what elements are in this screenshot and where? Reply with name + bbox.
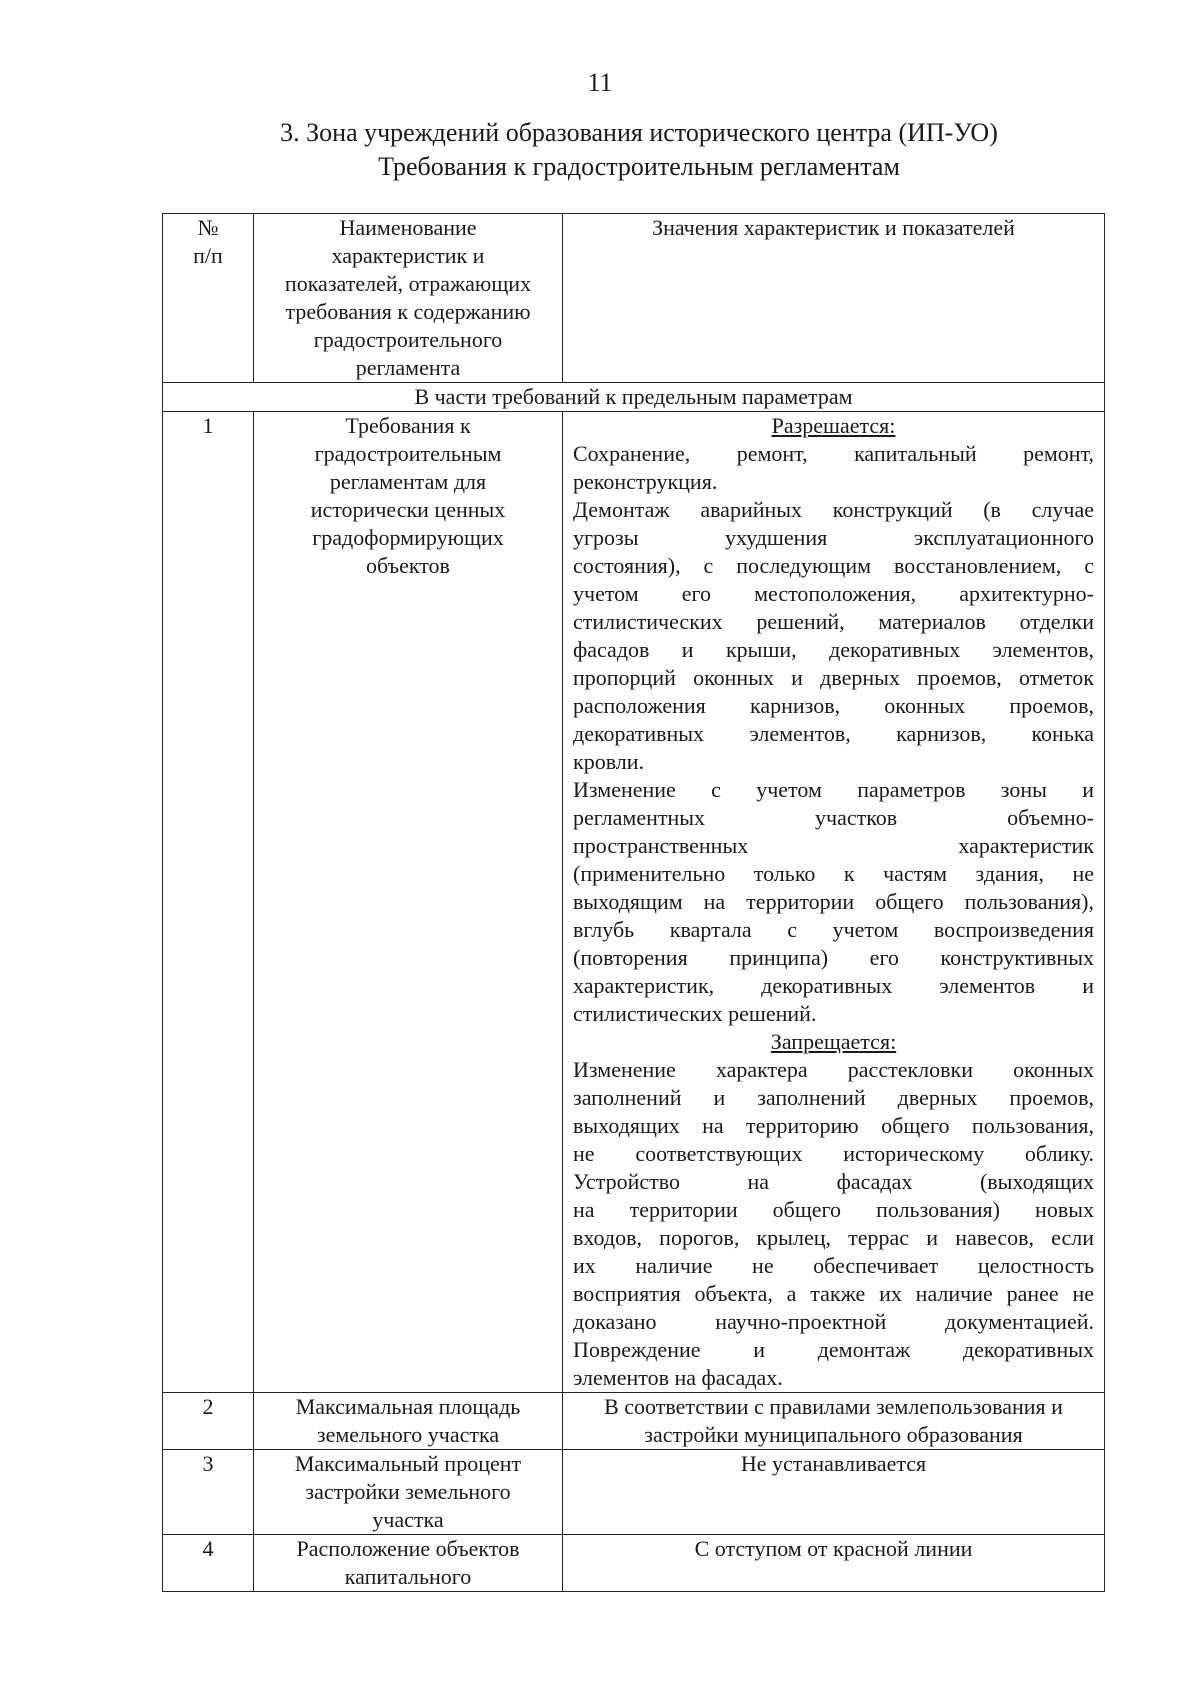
header-name-cell [254, 214, 563, 383]
row-value-line: С отступом от красной линии [694, 1536, 973, 1561]
allowed-text-line: состояния), с последующим восстановлением, с [573, 553, 1094, 578]
row-name-line: исторически ценных [310, 497, 506, 522]
allowed-text-line: реконструкция. [573, 469, 718, 494]
allowed-text-line: стилистических решений. [573, 1001, 817, 1026]
header-name-line: регламента [355, 355, 461, 380]
row-name-line: участка [372, 1507, 444, 1532]
row-value-cell [563, 1535, 1105, 1592]
forbidden-text-line: доказано научно-проектной документацией. [573, 1309, 1094, 1334]
row-value-line: застройки муниципального образования [644, 1422, 1023, 1447]
row-name-cell [254, 1393, 563, 1450]
row-name-line: земельного участка [316, 1422, 500, 1447]
allowed-text-line: кровли. [573, 749, 645, 774]
allowed-text-line: расположения карнизов, оконных проемов, [573, 693, 1094, 718]
row-number: 4 [163, 1535, 254, 1592]
row-name-line: градоформирующих [312, 525, 504, 550]
forbidden-text-line: Изменение характера расстекловки оконных [573, 1057, 1094, 1082]
row-value-cell [563, 412, 1105, 1393]
header-number-symbol: № [197, 215, 219, 240]
row-name-line: Максимальная площадь [295, 1394, 521, 1419]
header-values-label: Значения характеристик и показателей [652, 215, 1015, 240]
allowed-text-line: учетом его местоположения, архитектурно- [573, 581, 1094, 606]
row-value-line: Не устанавливается [740, 1451, 927, 1476]
allowed-text-line: (повторения принципа) его конструктивных [573, 945, 1094, 970]
row-name-cell [254, 412, 563, 1393]
table-row [163, 1450, 1105, 1535]
row-name-line: градостроительным [314, 441, 502, 466]
forbidden-heading: Запрещается: [770, 1029, 897, 1054]
forbidden-text-line: заполнений и заполнений дверных проемов, [573, 1085, 1094, 1110]
regulations-table [162, 213, 1105, 1592]
row-name-line: Максимальный процент [294, 1451, 522, 1476]
allowed-text-line: регламентных участков объемно- [573, 805, 1094, 830]
row-value-line: В соответствии с правилами землепользования и [604, 1394, 1063, 1419]
row-name-line: Требования к [345, 413, 471, 438]
row-number: 3 [163, 1450, 254, 1535]
forbidden-text-line: Повреждение и демонтаж декоративных [573, 1337, 1094, 1362]
allowed-text-line: Сохранение, ремонт, капитальный ремонт, [573, 441, 1094, 466]
allowed-text-line: вглубь квартала с учетом воспроизведения [573, 917, 1094, 942]
header-name-line: характеристик и [331, 243, 485, 268]
allowed-list [573, 440, 1094, 1028]
section-title: В части требований к предельным параметрам [163, 383, 1105, 412]
forbidden-text-line: Устройство на фасадах (выходящих [573, 1169, 1094, 1194]
header-number-label: п/п [193, 243, 223, 268]
header-name-line: требования к содержанию [285, 299, 531, 324]
forbidden-text-line: восприятия объекта, а также их наличие ранее не [573, 1281, 1094, 1306]
table-row [163, 1535, 1105, 1592]
title-line-1: 3. Зона учреждений образования исторического центра (ИП-УО) [280, 118, 998, 147]
row-name-line: капитального [344, 1564, 472, 1589]
row-number: 2 [163, 1393, 254, 1450]
forbidden-text-line: на территории общего пользования) новых [573, 1197, 1094, 1222]
allowed-text-line: пропорций оконных и дверных проемов, отметок [573, 665, 1094, 690]
header-name-line: показателей, отражающих [284, 271, 532, 296]
allowed-text-line: (применительно только к частям здания, не [573, 861, 1094, 886]
allowed-text-line: выходящим на территории общего пользования), [573, 889, 1094, 914]
allowed-text-line: угрозы ухудшения эксплуатационного [573, 525, 1094, 550]
header-name-line: градостроительного [313, 327, 503, 352]
row-name-cell [254, 1450, 563, 1535]
allowed-text-line: фасадов и крыши, декоративных элементов, [573, 637, 1094, 662]
forbidden-text-line: выходящих на территорию общего пользования, [573, 1113, 1094, 1138]
document-title [120, 116, 1158, 184]
allowed-text-line: Демонтаж аварийных конструкций (в случае [573, 497, 1094, 522]
table-row [163, 412, 1105, 1393]
allowed-text-line: декоративных элементов, карнизов, конька [573, 721, 1094, 746]
section-row [163, 383, 1105, 412]
allowed-text-line: характеристик, декоративных элементов и [573, 973, 1094, 998]
forbidden-text-line: не соответствующих историческому облику. [573, 1141, 1094, 1166]
page-number: 11 [587, 68, 613, 97]
row-name-line: застройки земельного [305, 1479, 511, 1504]
table-row [163, 1393, 1105, 1450]
header-number-cell [163, 214, 254, 383]
row-name-line: Расположение объектов [296, 1536, 520, 1561]
forbidden-list [573, 1056, 1094, 1392]
row-value-cell [563, 1450, 1105, 1535]
row-name-line: регламентам для [329, 469, 487, 494]
row-number: 1 [163, 412, 254, 1393]
allowed-text-line: пространственных характеристик [573, 833, 1094, 858]
forbidden-text-line: элементов на фасадах. [573, 1365, 783, 1390]
header-values-cell [563, 214, 1105, 383]
row-name-cell [254, 1535, 563, 1592]
header-name-line: Наименование [339, 215, 477, 240]
title-line-2: Требования к градостроительным регламентам [378, 152, 900, 181]
row-value-cell [563, 1393, 1105, 1450]
allowed-text-line: стилистических решений, материалов отделки [573, 609, 1094, 634]
forbidden-text-line: их наличие не обеспечивает целостность [573, 1253, 1094, 1278]
row-name-line: объектов [366, 553, 450, 578]
table-header-row [163, 214, 1105, 383]
forbidden-text-line: входов, порогов, крылец, террас и навесов, если [573, 1225, 1094, 1250]
allowed-text-line: Изменение с учетом параметров зоны и [573, 777, 1094, 802]
allowed-heading: Разрешается: [771, 413, 896, 438]
